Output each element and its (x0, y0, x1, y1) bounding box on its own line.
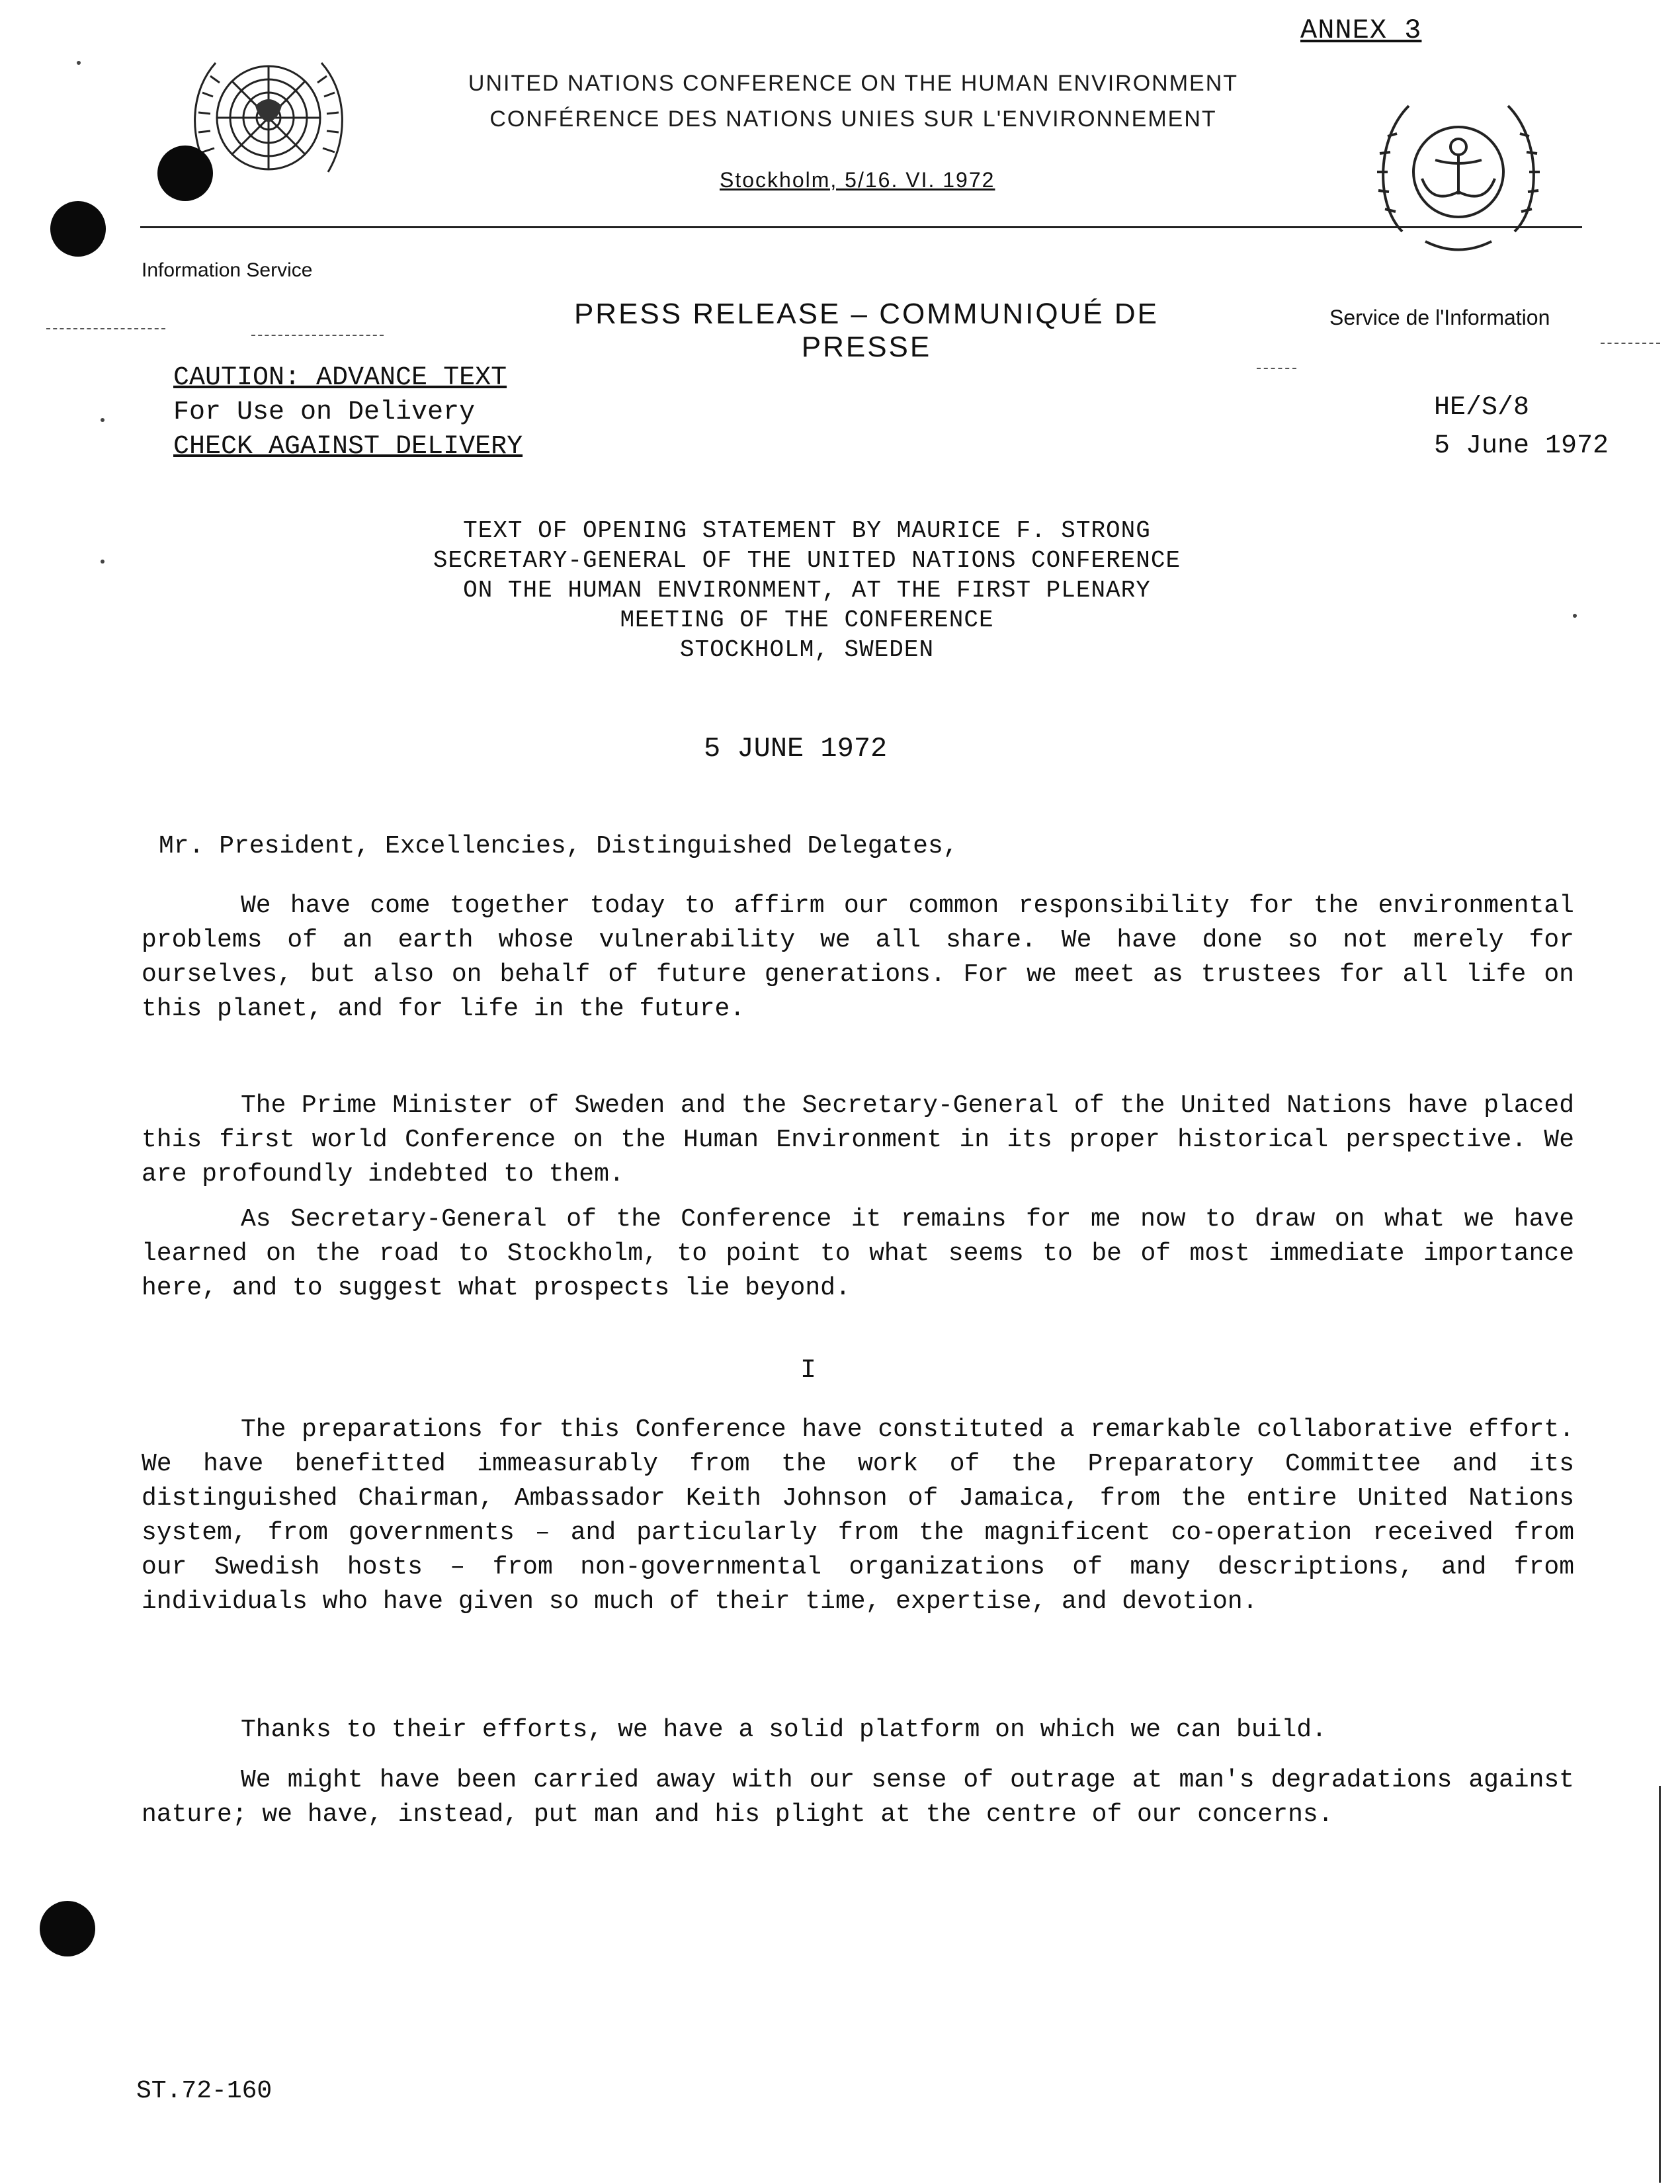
page-edge-line (1659, 1786, 1661, 2183)
information-service-label: Information Service (142, 259, 313, 281)
paragraph-3-text: As Secretary-General of the Conference it remains for me now to draw on what we have learned on the road to Stockholm, to point to what seems to be of most immediate importance here, and to suggest what prospects lie beyond. (142, 1205, 1574, 1302)
headline-line-3: ON THE HUMAN ENVIRONMENT, AT THE FIRST PLENARY (463, 577, 1151, 604)
statement-headline (344, 516, 1270, 665)
caution-advance-text: CAUTION: ADVANCE TEXT (173, 363, 507, 393)
paragraph-2 (142, 1089, 1574, 1192)
paragraph-6-text: We might have been carried away with our sense of outrage at man's degradations against nature; we have, instead, put man and his plight at the centre of our concerns. (142, 1766, 1574, 1829)
document-date: 5 June 1972 (1434, 431, 1609, 461)
unep-emblem-icon (1363, 86, 1554, 271)
speck (101, 418, 105, 422)
paragraph-1-text: We have come together today to affirm our common responsibility for the environmental problems of an earth whose vulnerability we all share. We have done so not merely for ourselves, but also on behalf of future generations. For we meet as trustees for all life on this planet, and for life in the future. (142, 892, 1574, 1023)
service-information-label: Service de l'Information (1329, 306, 1550, 329)
conference-title-en: UNITED NATIONS CONFERENCE ON THE HUMAN ENVIRONMENT (468, 71, 1239, 96)
footer-document-code: ST.72-160 (136, 2077, 273, 2105)
annex-label: ANNEX 3 (1300, 15, 1422, 46)
press-release-title: PRESS RELEASE – COMMUNIQUÉ DE PRESSE (573, 298, 1159, 363)
paragraph-6 (142, 1763, 1574, 1832)
document-reference-code: HE/S/8 (1434, 393, 1530, 423)
conference-place-date: Stockholm, 5/16. VI. 1972 (720, 168, 995, 192)
paragraph-4-text: The preparations for this Conference have constituted a remarkable collaborative effort. We have benefitted immeasurably from the work of the Preparatory Committee and its distinguished Chairman, Ambassador Keith Johnson of Jamaica, from the entire United Nations system, from governments – and particularly from the magnificent co-operation received from our Swedish hosts – from non-governmental organizations of many descriptions, and from individuals who have given so much of their time, expertise, and devotion. (142, 1415, 1574, 1616)
paragraph-5-text: Thanks to their efforts, we have a solid platform on which we can build. (241, 1716, 1327, 1744)
caution-check-against-delivery: CHECK AGAINST DELIVERY (173, 432, 523, 462)
speck (1573, 614, 1577, 618)
punch-hole-left (50, 201, 106, 257)
caution-use-on-delivery: For Use on Delivery (173, 398, 476, 427)
punch-hole-bottom (40, 1901, 95, 1956)
speck (77, 61, 81, 65)
punch-hole-top (157, 146, 213, 201)
conference-title-fr: CONFÉRENCE DES NATIONS UNIES SUR L'ENVIRONNEMENT (489, 106, 1217, 132)
divider-left (46, 328, 165, 329)
divider-right-2 (1601, 343, 1660, 344)
salutation: Mr. President, Excellencies, Distinguished Delegates, (159, 832, 958, 861)
headline-line-2: SECRETARY-GENERAL OF THE UNITED NATIONS CONFERENCE (433, 547, 1181, 574)
headline-line-4: MEETING OF THE CONFERENCE (620, 607, 994, 634)
divider-right (1257, 368, 1296, 369)
paragraph-2-text: The Prime Minister of Sweden and the Secretary-General of the United Nations have placed this first world Conference on the Human Environment in its proper historical perspective. We are profoundly indebted to them. (142, 1091, 1574, 1189)
header-rule (140, 226, 1582, 228)
paragraph-1 (142, 889, 1574, 1027)
paragraph-4 (142, 1413, 1574, 1619)
headline-line-5: STOCKHOLM, SWEDEN (679, 636, 935, 663)
divider-left-2 (251, 335, 384, 336)
statement-date: 5 JUNE 1972 (704, 733, 888, 765)
paragraph-5 (142, 1713, 1574, 1747)
section-number: I (800, 1356, 817, 1386)
headline-line-1: TEXT OF OPENING STATEMENT BY MAURICE F. STRONG (463, 517, 1151, 544)
paragraph-3 (142, 1202, 1574, 1306)
speck (101, 560, 105, 564)
